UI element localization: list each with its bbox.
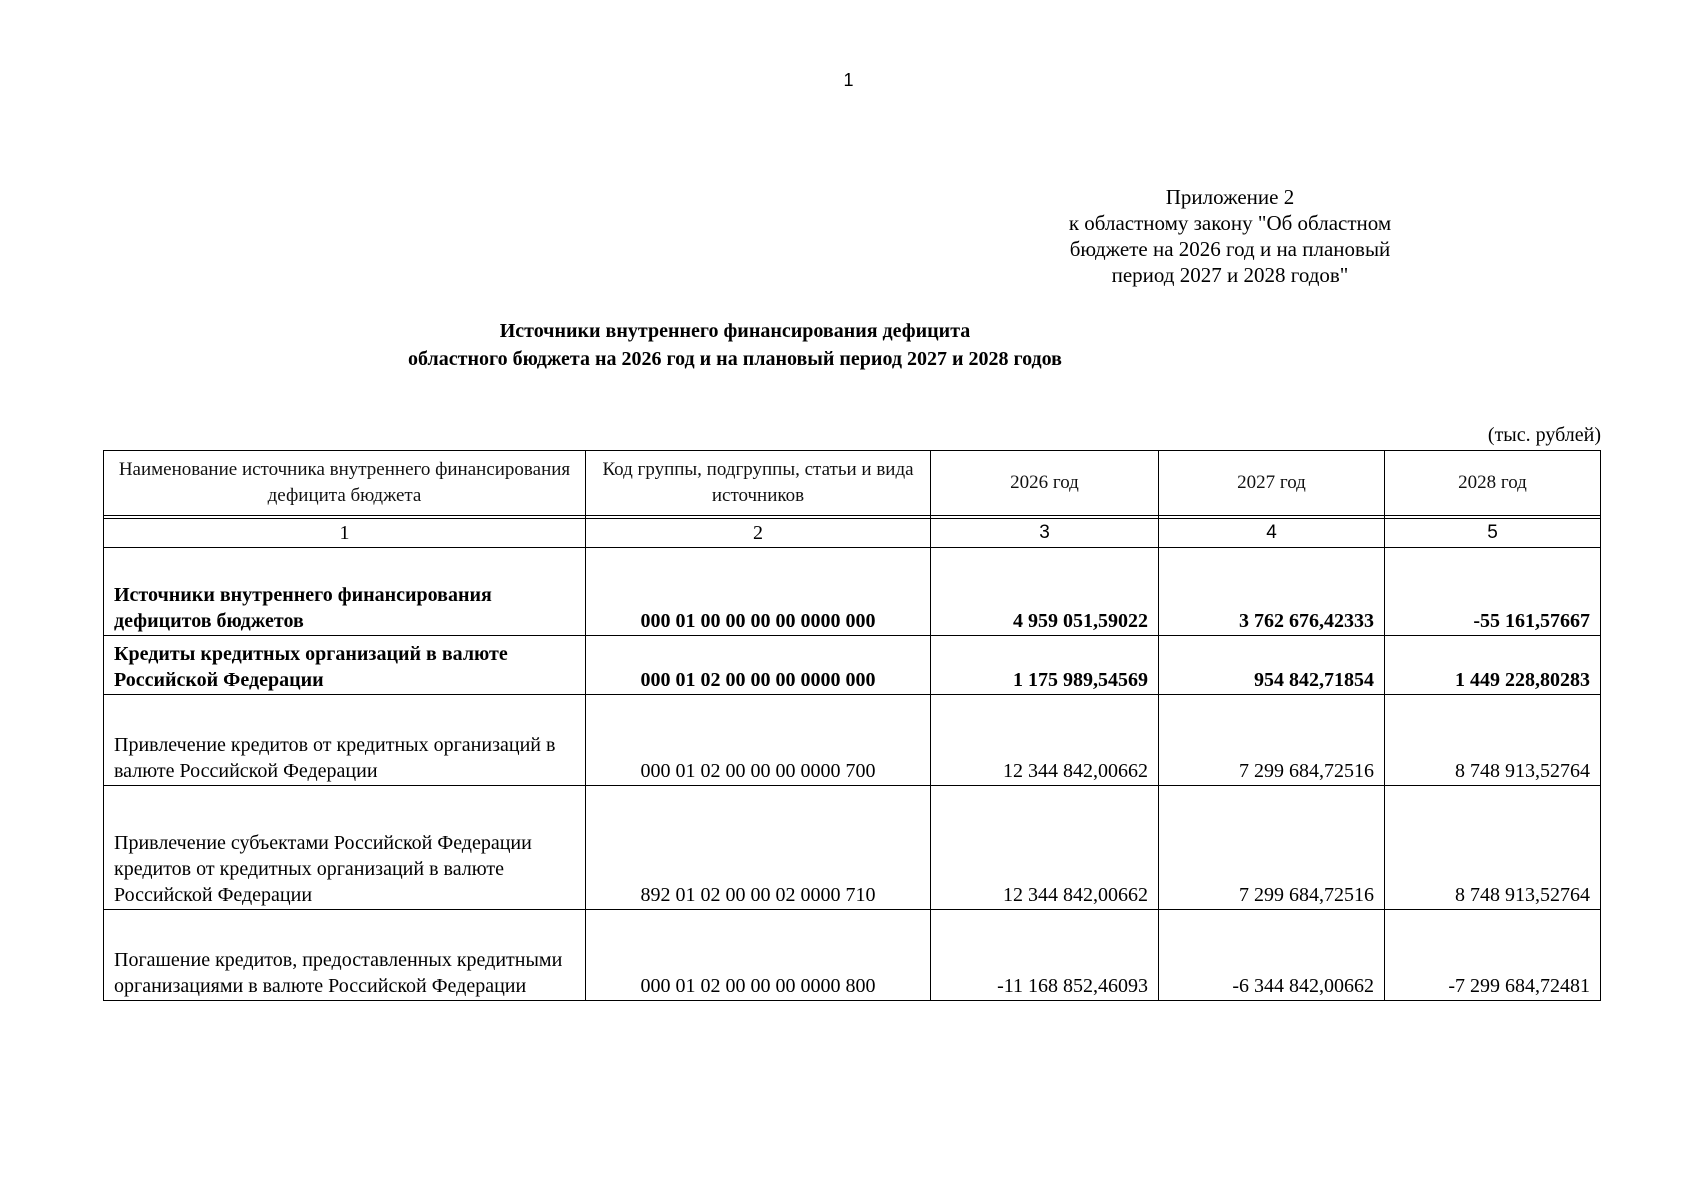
budget-sources-table [103,450,1601,1001]
title-line: Источники внутреннего финансирования дефицита [499,320,971,342]
appendix-line: период 2027 и 2028 годов" [1111,263,1349,287]
value-2028: 8 748 913,52764 [1385,786,1601,910]
source-code: 892 01 02 00 00 02 0000 710 [586,786,931,910]
source-code: 000 01 00 00 00 00 0000 000 [586,548,931,636]
value-2027: 3 762 676,42333 [1159,548,1385,636]
column-number-row [104,519,1601,548]
source-code: 000 01 02 00 00 00 0000 800 [586,910,931,1001]
appendix-line: к областному закону "Об областном [1068,211,1392,235]
table-row [104,548,1601,636]
source-name: Погашение кредитов, предоставленных кредитными организациями в валюте Российской Федерации [104,910,586,1001]
column-number: 4 [1159,519,1385,548]
value-2026: 12 344 842,00662 [931,786,1159,910]
source-code: 000 01 02 00 00 00 0000 000 [586,636,931,695]
page-number: 1 [843,70,854,90]
value-2026: 12 344 842,00662 [931,695,1159,786]
table-row [104,636,1601,695]
column-number: 5 [1385,519,1601,548]
title-line: областного бюджета на 2026 год и на плановый период 2027 и 2028 годов [408,348,1062,370]
table-row [104,910,1601,1001]
column-number: 2 [586,519,931,548]
header-2026: 2026 год [931,451,1159,516]
value-2028: -7 299 684,72481 [1385,910,1601,1001]
appendix-note [1040,184,1420,288]
value-2027: 7 299 684,72516 [1159,695,1385,786]
table-header-row [104,451,1601,516]
value-2028: 8 748 913,52764 [1385,695,1601,786]
value-2028: 1 449 228,80283 [1385,636,1601,695]
value-2027: 954 842,71854 [1159,636,1385,695]
value-2026: -11 168 852,46093 [931,910,1159,1001]
value-2027: -6 344 842,00662 [1159,910,1385,1001]
value-2028: -55 161,57667 [1385,548,1601,636]
source-code: 000 01 02 00 00 00 0000 700 [586,695,931,786]
source-name: Привлечение кредитов от кредитных организаций в валюте Российской Федерации [104,695,586,786]
source-name: Кредиты кредитных организаций в валюте Российской Федерации [104,636,586,695]
table-row [104,695,1601,786]
appendix-line: бюджете на 2026 год и на плановый [1069,237,1391,261]
column-number: 1 [104,519,586,548]
source-name: Источники внутреннего финансирования дефицитов бюджетов [104,548,586,636]
table-row [104,786,1601,910]
column-number: 3 [931,519,1159,548]
header-code: Код группы, подгруппы, статьи и вида источников [586,451,931,516]
value-2026: 1 175 989,54569 [931,636,1159,695]
value-2026: 4 959 051,59022 [931,548,1159,636]
appendix-line: Приложение 2 [1165,185,1295,209]
document-title [350,317,1120,373]
header-2027: 2027 год [1159,451,1385,516]
source-name: Привлечение субъектами Российской Федерации кредитов от кредитных организаций в валюте Российской Федерации [104,786,586,910]
units-label: (тыс. рублей) [1487,424,1601,446]
header-2028: 2028 год [1385,451,1601,516]
value-2027: 7 299 684,72516 [1159,786,1385,910]
header-name: Наименование источника внутреннего финансирования дефицита бюджета [104,451,586,516]
